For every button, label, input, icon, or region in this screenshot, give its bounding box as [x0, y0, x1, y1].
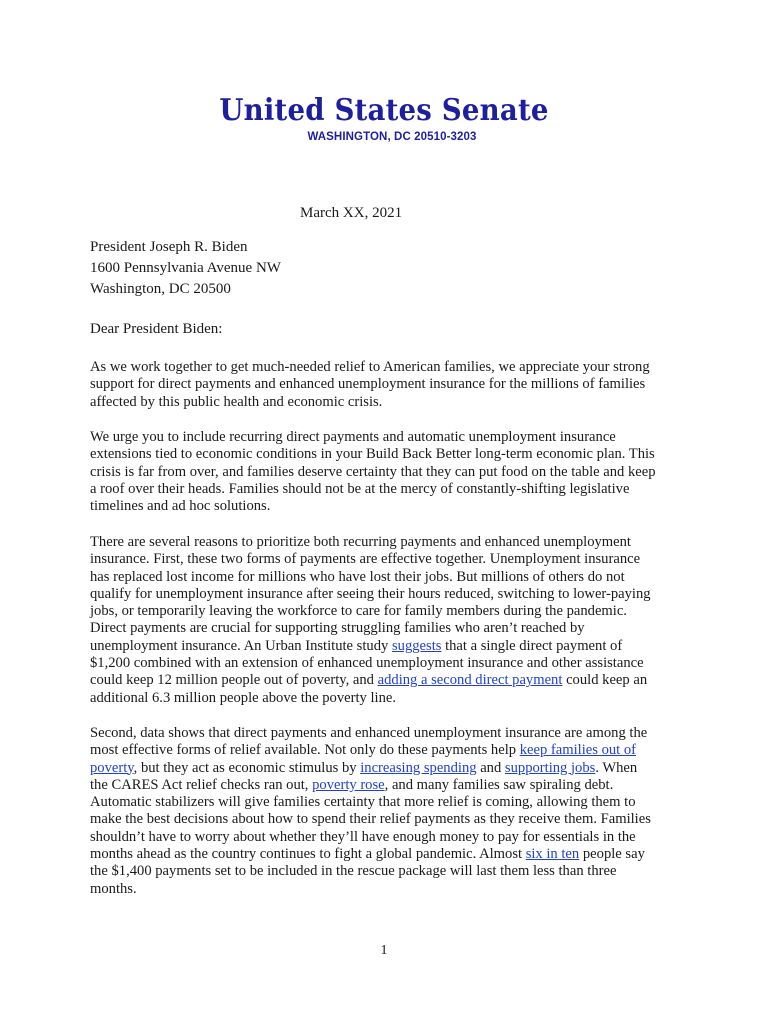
paragraph-line — [90, 672, 690, 689]
paragraph-4 — [90, 725, 690, 898]
paragraph-line — [90, 777, 690, 794]
recipient-block — [90, 237, 281, 299]
paragraph-line: There are several reasons to prioritize both recurring payments and enhanced unemployment — [90, 534, 631, 550]
paragraph-line: affected by this public health and economic crisis. — [90, 393, 383, 410]
paragraph-line: extensions tied to economic conditions in your Build Back Better long-term economic plan. This — [90, 446, 655, 463]
text-run: could keep an — [562, 672, 648, 689]
paragraph-line — [90, 742, 690, 759]
letterhead-title: United States Senate — [219, 93, 549, 128]
link-increasing-spending[interactable]: increasing spending — [360, 759, 477, 776]
paragraph-line: months. — [90, 880, 137, 897]
paragraph-line: crisis is far from over, and families deserve certainty that they can put food on the table and keep — [90, 463, 656, 480]
text-run: most effective forms of relief available. Not only do these payments help — [90, 742, 520, 759]
link-keep-families-out-of-poverty-cont[interactable]: poverty — [90, 759, 134, 776]
recipient-city: Washington, DC 20500 — [90, 280, 231, 297]
text-run: people say — [579, 846, 645, 863]
paragraph-line: the $1,400 payments set to be included in the rescue package will last them less than three — [90, 863, 617, 880]
text-run: , and many families saw spiraling debt. — [384, 776, 614, 793]
page-number: 1 — [380, 943, 388, 958]
paragraph-line: As we work together to get much-needed relief to American families, we appreciate your strong — [90, 359, 650, 375]
paragraph-line: insurance. First, these two forms of payments are effective together. Unemployment insurance — [90, 551, 641, 568]
link-poverty-rose[interactable]: poverty rose — [312, 776, 385, 793]
paragraph-line: $1,200 combined with an extension of enhanced unemployment insurance and other assistance — [90, 655, 644, 672]
text-run: months ahead as the country continues to fight a global pandemic. Almost — [90, 846, 526, 863]
link-adding-second-payment[interactable]: adding a second direct payment — [377, 672, 563, 689]
paragraph-1 — [90, 359, 690, 411]
link-six-in-ten[interactable]: six in ten — [525, 846, 580, 863]
paragraph-line: shouldn’t have to worry about whether they’ll have enough money to pay for essentials in the — [90, 828, 636, 845]
paragraph-line — [90, 760, 690, 777]
paragraph-3 — [90, 534, 690, 707]
paragraph-line: additional 6.3 million people above the poverty line. — [90, 689, 396, 706]
paragraph-line: a roof over their heads. Families should not be at the mercy of constantly-shifting legislative — [90, 480, 630, 497]
text-run: , but they act as economic stimulus by — [133, 759, 361, 776]
link-supporting-jobs[interactable]: supporting jobs — [504, 759, 596, 776]
paragraph-line: support for direct payments and enhanced unemployment insurance for the millions of families — [90, 376, 646, 393]
text-run: could keep 12 million people out of poverty, and — [90, 672, 378, 689]
letterhead-address: WASHINGTON, DC 20510-3203 — [307, 131, 477, 143]
paragraph-line: We urge you to include recurring direct payments and automatic unemployment insurance — [90, 429, 616, 445]
recipient-street: 1600 Pennsylvania Avenue NW — [90, 259, 281, 276]
text-run: unemployment insurance. An Urban Institute study — [90, 637, 392, 654]
paragraph-2 — [90, 429, 690, 515]
paragraph-line: has replaced lost income for millions who have lost their jobs. But millions of others do not — [90, 568, 625, 585]
recipient-name: President Joseph R. Biden — [90, 239, 248, 255]
text-run: the CARES Act relief checks ran out, — [90, 776, 313, 793]
paragraph-line: Direct payments are crucial for supporting struggling families who aren’t reached by — [90, 620, 585, 637]
paragraph-line: timelines and ad hoc solutions. — [90, 498, 271, 515]
text-run: . When — [595, 759, 638, 776]
paragraph-line: Second, data shows that direct payments and enhanced unemployment insurance are among the — [90, 725, 648, 741]
paragraph-line — [90, 846, 690, 863]
link-suggests[interactable]: suggests — [391, 637, 442, 654]
letter-date: March XX, 2021 — [300, 205, 403, 221]
salutation: Dear President Biden: — [90, 321, 223, 337]
paragraph-line: jobs, or temporarily leaving the workforce to care for family members during the pandemic. — [90, 603, 627, 620]
paragraph-line: make the best decisions about how to spend their relief payments as they receive them. Families — [90, 811, 651, 828]
paragraph-line: qualify for unemployment insurance after seeing their hours reduced, switching to lower-paying — [90, 585, 651, 602]
paragraph-line: Automatic stabilizers will give families certainty that more relief is coming, allowing them to — [90, 794, 636, 811]
text-run: and — [476, 759, 505, 776]
text-run: that a single direct payment of — [441, 637, 623, 654]
link-keep-families-out-of-poverty[interactable]: keep families out of — [519, 742, 637, 759]
paragraph-line — [90, 638, 690, 655]
